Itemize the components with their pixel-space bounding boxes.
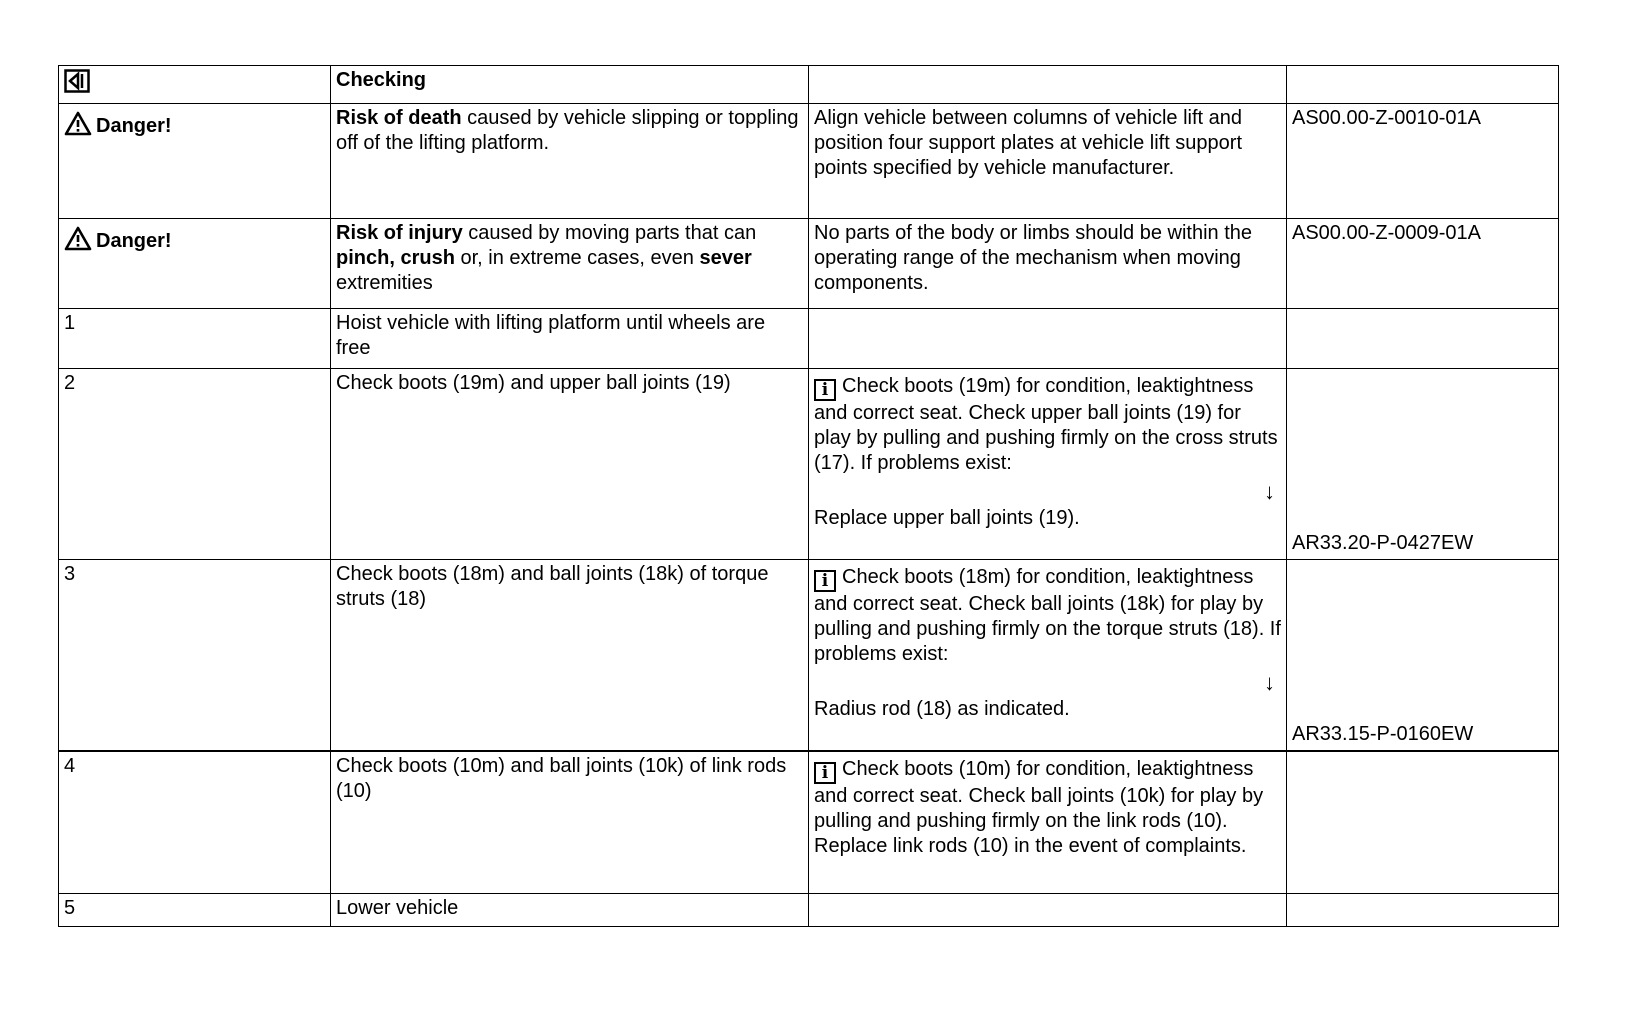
info-icon: i <box>814 762 836 784</box>
danger-risk-cell: Risk of injury caused by moving parts that can pinch, crush or, in extreme cases, even sever extremities <box>331 219 809 309</box>
step-ref-cell <box>1287 560 1559 752</box>
step-ref: AR33.15-P-0160EW <box>1292 723 1474 745</box>
step-row <box>59 309 1559 369</box>
warning-triangle-icon <box>64 111 92 136</box>
document-back-icon <box>64 69 90 93</box>
procedure-table <box>58 65 1559 927</box>
step-row <box>59 560 1559 752</box>
danger-measure-cell: No parts of the body or limbs should be within the operating range of the mechanism when moving components. <box>809 219 1287 309</box>
header-title: Checking <box>331 66 809 104</box>
step-note-cell <box>809 894 1287 927</box>
info-icon: i <box>814 570 836 592</box>
step-ref-cell <box>1287 369 1559 560</box>
step-ref-cell <box>1287 894 1559 927</box>
step-row <box>59 369 1559 560</box>
step-ref-cell <box>1287 751 1559 894</box>
danger-ref-cell: AS00.00-Z-0010-01A <box>1287 104 1559 219</box>
step-note: Check boots (10m) for condition, leaktightness and correct seat. Check ball joints (10k) for play by pulling and pushing firmly on the link rods (10). Replace link rods (10) in the event of complaints. <box>814 758 1264 857</box>
danger-label-cell: Danger! <box>59 219 331 309</box>
step-note-cell <box>809 309 1287 369</box>
info-icon: i <box>814 379 836 401</box>
step-number: 2 <box>59 369 331 560</box>
step-action: Check boots (10m) and ball joints (10k) of link rods (10) <box>331 751 809 894</box>
header-empty-cell <box>809 66 1287 104</box>
header-row <box>59 66 1559 104</box>
step-ref-cell <box>1287 309 1559 369</box>
step-result: Replace upper ball joints (19). <box>814 507 1080 529</box>
step-note: Check boots (18m) for condition, leaktightness and correct seat. Check ball joints (18k) for play by pulling and pushing firmly on the torque struts (18). If problems exist: <box>814 566 1281 665</box>
step-ref: AR33.20-P-0427EW <box>1292 532 1474 554</box>
danger-label-cell: Danger! <box>59 104 331 219</box>
step-note: Check boots (19m) for condition, leaktightness and correct seat. Check upper ball joints (19) for play by pulling and pushing firmly on the cross struts (17). If problems exist: <box>814 375 1278 474</box>
step-row <box>59 894 1559 927</box>
step-action: Check boots (19m) and upper ball joints (19) <box>331 369 809 560</box>
step-number: 1 <box>59 309 331 369</box>
header-empty-cell <box>1287 66 1559 104</box>
step-action: Lower vehicle <box>331 894 809 927</box>
danger-risk-cell: Risk of death caused by vehicle slipping or toppling off of the lifting platform. <box>331 104 809 219</box>
step-result: Radius rod (18) as indicated. <box>814 698 1070 720</box>
step-action: Hoist vehicle with lifting platform until wheels are free <box>331 309 809 369</box>
step-note-cell <box>809 751 1287 894</box>
step-note-cell <box>809 369 1287 560</box>
step-note-cell <box>809 560 1287 752</box>
step-number: 3 <box>59 560 331 752</box>
warning-triangle-icon <box>64 226 92 251</box>
danger-ref-cell: AS00.00-Z-0009-01A <box>1287 219 1559 309</box>
step-number: 4 <box>59 751 331 894</box>
arrow-down-icon: ↓ <box>1264 670 1275 695</box>
step-row <box>59 751 1559 894</box>
step-number: 5 <box>59 894 331 927</box>
danger-row <box>59 219 1559 309</box>
danger-measure-cell: Align vehicle between columns of vehicle lift and position four support plates at vehicle lift support points specified by vehicle manufacturer. <box>809 104 1287 219</box>
step-action: Check boots (18m) and ball joints (18k) of torque struts (18) <box>331 560 809 752</box>
header-icon-cell <box>59 66 331 104</box>
arrow-down-icon: ↓ <box>1264 479 1275 504</box>
danger-row <box>59 104 1559 219</box>
